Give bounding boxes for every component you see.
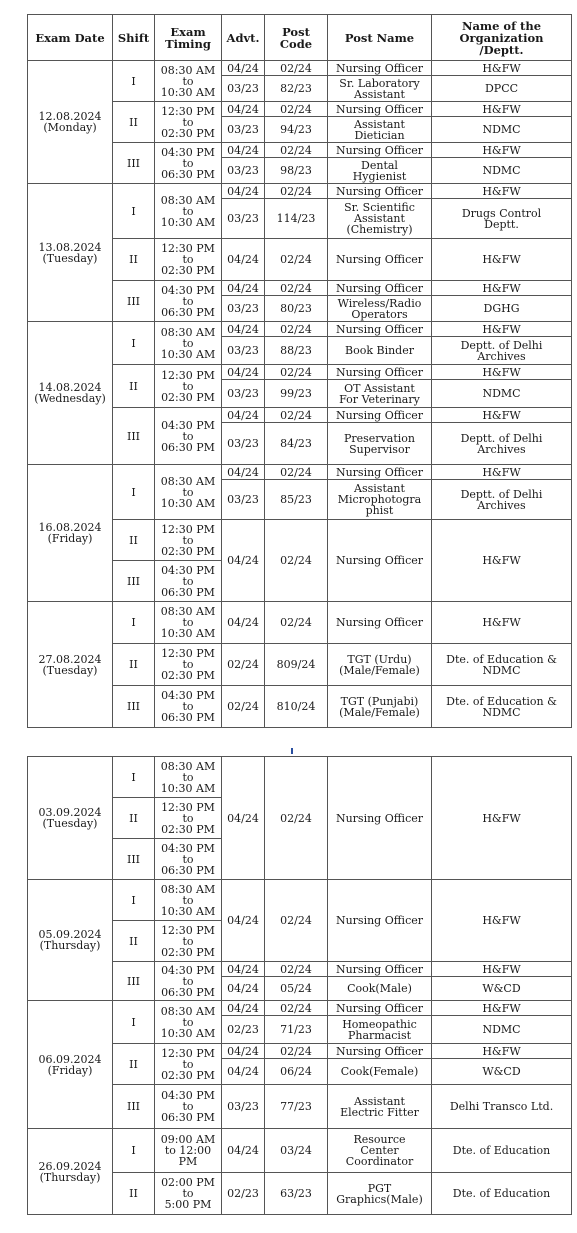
advt-cell: 03/23 xyxy=(222,117,265,143)
post-name-cell: Nursing Officer xyxy=(328,61,432,76)
shift-cell: I xyxy=(113,880,155,921)
post-name-cell: Nursing Officer xyxy=(328,520,432,602)
table-row xyxy=(28,757,572,798)
header-organization: Name of the Organization /Deptt. xyxy=(432,15,572,61)
post-code-cell: 02/24 xyxy=(265,143,328,158)
post-code-cell: 02/24 xyxy=(265,239,328,281)
post-code-cell: 02/24 xyxy=(265,520,328,602)
advt-cell: 04/24 xyxy=(222,239,265,281)
exam-date-cell: 16.08.2024 (Friday) xyxy=(28,465,113,602)
timing-cell: 12:30 PM to 02:30 PM xyxy=(155,644,222,686)
advt-cell: 04/24 xyxy=(222,880,265,962)
post-name-cell: Sr. Laboratory Assistant xyxy=(328,76,432,102)
post-name-cell: Cook(Female) xyxy=(328,1059,432,1085)
advt-cell: 04/24 xyxy=(222,465,265,480)
post-code-cell: 77/23 xyxy=(265,1085,328,1129)
organization-cell: H&FW xyxy=(432,408,572,423)
advt-cell: 04/24 xyxy=(222,1129,265,1173)
post-name-cell: TGT (Punjabi) (Male/Female) xyxy=(328,686,432,728)
organization-cell: H&FW xyxy=(432,465,572,480)
post-code-cell: 98/23 xyxy=(265,158,328,184)
organization-cell: NDMC xyxy=(432,158,572,184)
post-code-cell: 02/24 xyxy=(265,408,328,423)
post-code-cell: 71/23 xyxy=(265,1016,328,1044)
post-code-cell: 82/23 xyxy=(265,76,328,102)
organization-cell: H&FW xyxy=(432,1044,572,1059)
organization-cell: Dte. of Education xyxy=(432,1129,572,1173)
post-code-cell: 810/24 xyxy=(265,686,328,728)
post-code-cell: 809/24 xyxy=(265,644,328,686)
post-name-cell: OT Assistant For Veterinary xyxy=(328,380,432,408)
advt-cell: 04/24 xyxy=(222,408,265,423)
timing-cell: 12:30 PM to 02:30 PM xyxy=(155,798,222,839)
organization-cell: H&FW xyxy=(432,757,572,880)
shift-cell: II xyxy=(113,365,155,408)
post-code-cell: 03/24 xyxy=(265,1129,328,1173)
advt-cell: 04/24 xyxy=(222,962,265,977)
timing-cell: 08:30 AM to 10:30 AM xyxy=(155,1001,222,1044)
table-row xyxy=(28,465,572,480)
exam-date-cell: 12.08.2024 (Monday) xyxy=(28,61,113,184)
post-name-cell: Nursing Officer xyxy=(328,408,432,423)
advt-cell: 03/23 xyxy=(222,337,265,365)
organization-cell: Dte. of Education xyxy=(432,1173,572,1215)
advt-cell: 03/23 xyxy=(222,296,265,322)
shift-cell: III xyxy=(113,408,155,465)
table-row xyxy=(28,1129,572,1173)
shift-cell: III xyxy=(113,561,155,602)
post-code-cell: 02/24 xyxy=(265,880,328,962)
advt-cell: 04/24 xyxy=(222,1044,265,1059)
advt-cell: 03/23 xyxy=(222,158,265,184)
post-code-cell: 02/24 xyxy=(265,102,328,117)
timing-cell: 12:30 PM to 02:30 PM xyxy=(155,1044,222,1085)
timing-cell: 04:30 PM to 06:30 PM xyxy=(155,143,222,184)
advt-cell: 03/23 xyxy=(222,199,265,239)
organization-cell: Dte. of Education & NDMC xyxy=(432,686,572,728)
exam-date-cell: 05.09.2024 (Thursday) xyxy=(28,880,113,1001)
shift-cell: I xyxy=(113,465,155,520)
shift-cell: I xyxy=(113,184,155,239)
post-code-cell: 99/23 xyxy=(265,380,328,408)
organization-cell: W&CD xyxy=(432,1059,572,1085)
shift-cell: I xyxy=(113,61,155,102)
advt-cell: 02/24 xyxy=(222,686,265,728)
post-name-cell: Nursing Officer xyxy=(328,102,432,117)
advt-cell: 04/24 xyxy=(222,757,265,880)
timing-cell: 04:30 PM to 06:30 PM xyxy=(155,686,222,728)
organization-cell: H&FW xyxy=(432,102,572,117)
header-exam-timing: Exam Timing xyxy=(155,15,222,61)
advt-cell: 03/23 xyxy=(222,380,265,408)
advt-cell: 04/24 xyxy=(222,143,265,158)
post-name-cell: Wireless/Radio Operators xyxy=(328,296,432,322)
header-exam-date: Exam Date xyxy=(28,15,113,61)
header-shift: Shift xyxy=(113,15,155,61)
timing-cell: 08:30 AM to 10:30 AM xyxy=(155,880,222,921)
timing-cell: 12:30 PM to 02:30 PM xyxy=(155,365,222,408)
table-row xyxy=(28,602,572,644)
timing-cell: 12:30 PM to 02:30 PM xyxy=(155,520,222,561)
shift-cell: III xyxy=(113,143,155,184)
organization-cell: H&FW xyxy=(432,962,572,977)
exam-schedule-table-part1 xyxy=(27,14,572,728)
timing-cell: 09:00 AM to 12:00 PM xyxy=(155,1129,222,1173)
table-row xyxy=(28,880,572,921)
timing-cell: 04:30 PM to 06:30 PM xyxy=(155,962,222,1001)
timing-cell: 12:30 PM to 02:30 PM xyxy=(155,239,222,281)
shift-cell: II xyxy=(113,1173,155,1215)
post-name-cell: Nursing Officer xyxy=(328,880,432,962)
shift-cell: III xyxy=(113,281,155,322)
timing-cell: 08:30 AM to 10:30 AM xyxy=(155,184,222,239)
shift-cell: I xyxy=(113,1129,155,1173)
shift-cell: III xyxy=(113,839,155,880)
advt-cell: 04/24 xyxy=(222,1001,265,1016)
advt-cell: 04/24 xyxy=(222,602,265,644)
exam-date-cell: 06.09.2024 (Friday) xyxy=(28,1001,113,1129)
organization-cell: DGHG xyxy=(432,296,572,322)
exam-date-cell: 27.08.2024 (Tuesday) xyxy=(28,602,113,728)
post-name-cell: Nursing Officer xyxy=(328,962,432,977)
post-code-cell: 02/24 xyxy=(265,322,328,337)
post-name-cell: Sr. Scientific Assistant (Chemistry) xyxy=(328,199,432,239)
shift-cell: III xyxy=(113,962,155,1001)
table-row xyxy=(28,322,572,337)
post-code-cell: 02/24 xyxy=(265,757,328,880)
organization-cell: Delhi Transco Ltd. xyxy=(432,1085,572,1129)
organization-cell: H&FW xyxy=(432,322,572,337)
shift-cell: I xyxy=(113,1001,155,1044)
post-name-cell: Dental Hygienist xyxy=(328,158,432,184)
post-code-cell: 02/24 xyxy=(265,962,328,977)
advt-cell: 04/24 xyxy=(222,102,265,117)
advt-cell: 04/24 xyxy=(222,281,265,296)
post-name-cell: Homeopathic Pharmacist xyxy=(328,1016,432,1044)
shift-cell: II xyxy=(113,798,155,839)
shift-cell: I xyxy=(113,757,155,798)
post-code-cell: 06/24 xyxy=(265,1059,328,1085)
organization-cell: H&FW xyxy=(432,602,572,644)
exam-date-cell: 26.09.2024 (Thursday) xyxy=(28,1129,113,1215)
timing-cell: 08:30 AM to 10:30 AM xyxy=(155,322,222,365)
post-code-cell: 85/23 xyxy=(265,480,328,520)
post-name-cell: TGT (Urdu) (Male/Female) xyxy=(328,644,432,686)
post-name-cell: Nursing Officer xyxy=(328,143,432,158)
table-row xyxy=(28,61,572,76)
header-advt: Advt. xyxy=(222,15,265,61)
shift-cell: II xyxy=(113,520,155,561)
organization-cell: H&FW xyxy=(432,880,572,962)
organization-cell: H&FW xyxy=(432,184,572,199)
timing-cell: 04:30 PM to 06:30 PM xyxy=(155,561,222,602)
post-name-cell: Book Binder xyxy=(328,337,432,365)
exam-date-cell: 14.08.2024 (Wednesday) xyxy=(28,322,113,465)
organization-cell: Deptt. of Delhi Archives xyxy=(432,480,572,520)
timing-cell: 08:30 AM to 10:30 AM xyxy=(155,757,222,798)
shift-cell: III xyxy=(113,1085,155,1129)
organization-cell: H&FW xyxy=(432,1001,572,1016)
organization-cell: Dte. of Education & NDMC xyxy=(432,644,572,686)
advt-cell: 04/24 xyxy=(222,61,265,76)
post-code-cell: 02/24 xyxy=(265,465,328,480)
organization-cell: NDMC xyxy=(432,380,572,408)
page-break-mark xyxy=(291,748,293,754)
shift-cell: III xyxy=(113,686,155,728)
timing-cell: 08:30 AM to 10:30 AM xyxy=(155,465,222,520)
post-code-cell: 02/24 xyxy=(265,1001,328,1016)
shift-cell: II xyxy=(113,644,155,686)
exam-date-cell: 03.09.2024 (Tuesday) xyxy=(28,757,113,880)
exam-date-cell: 13.08.2024 (Tuesday) xyxy=(28,184,113,322)
timing-cell: 08:30 AM to 10:30 AM xyxy=(155,602,222,644)
timing-cell: 12:30 PM to 02:30 PM xyxy=(155,921,222,962)
shift-cell: I xyxy=(113,602,155,644)
timing-cell: 12:30 PM to 02:30 PM xyxy=(155,102,222,143)
organization-cell: NDMC xyxy=(432,117,572,143)
advt-cell: 03/23 xyxy=(222,1085,265,1129)
post-code-cell: 02/24 xyxy=(265,602,328,644)
timing-cell: 02:00 PM to 5:00 PM xyxy=(155,1173,222,1215)
advt-cell: 04/24 xyxy=(222,520,265,602)
organization-cell: H&FW xyxy=(432,520,572,602)
advt-cell: 02/23 xyxy=(222,1016,265,1044)
advt-cell: 03/23 xyxy=(222,76,265,102)
advt-cell: 03/23 xyxy=(222,423,265,465)
advt-cell: 04/24 xyxy=(222,1059,265,1085)
table-row xyxy=(28,184,572,199)
post-name-cell: Nursing Officer xyxy=(328,1044,432,1059)
organization-cell: H&FW xyxy=(432,365,572,380)
post-name-cell: Nursing Officer xyxy=(328,322,432,337)
post-name-cell: Cook(Male) xyxy=(328,977,432,1001)
timing-cell: 04:30 PM to 06:30 PM xyxy=(155,1085,222,1129)
organization-cell: Deptt. of Delhi Archives xyxy=(432,423,572,465)
organization-cell: H&FW xyxy=(432,61,572,76)
post-name-cell: PGT Graphics(Male) xyxy=(328,1173,432,1215)
organization-cell: Deptt. of Delhi Archives xyxy=(432,337,572,365)
post-name-cell: Nursing Officer xyxy=(328,602,432,644)
post-code-cell: 02/24 xyxy=(265,1044,328,1059)
shift-cell: II xyxy=(113,239,155,281)
post-name-cell: Nursing Officer xyxy=(328,365,432,380)
organization-cell: Drugs Control Deptt. xyxy=(432,199,572,239)
post-code-cell: 05/24 xyxy=(265,977,328,1001)
post-code-cell: 02/24 xyxy=(265,61,328,76)
post-code-cell: 88/23 xyxy=(265,337,328,365)
timing-cell: 04:30 PM to 06:30 PM xyxy=(155,839,222,880)
post-name-cell: Resource Center Coordinator xyxy=(328,1129,432,1173)
organization-cell: W&CD xyxy=(432,977,572,1001)
post-code-cell: 63/23 xyxy=(265,1173,328,1215)
shift-cell: I xyxy=(113,322,155,365)
timing-cell: 04:30 PM to 06:30 PM xyxy=(155,408,222,465)
post-name-cell: Nursing Officer xyxy=(328,281,432,296)
post-name-cell: Assistant Microphotogra phist xyxy=(328,480,432,520)
organization-cell: DPCC xyxy=(432,76,572,102)
header-post-code: Post Code xyxy=(265,15,328,61)
exam-schedule-table-part2 xyxy=(27,756,572,1215)
advt-cell: 04/24 xyxy=(222,977,265,1001)
post-code-cell: 02/24 xyxy=(265,184,328,199)
organization-cell: H&FW xyxy=(432,143,572,158)
post-name-cell: Nursing Officer xyxy=(328,239,432,281)
post-code-cell: 94/23 xyxy=(265,117,328,143)
post-code-cell: 114/23 xyxy=(265,199,328,239)
post-name-cell: Assistant Electric Fitter xyxy=(328,1085,432,1129)
organization-cell: H&FW xyxy=(432,281,572,296)
post-code-cell: 02/24 xyxy=(265,365,328,380)
advt-cell: 02/24 xyxy=(222,644,265,686)
post-name-cell: Nursing Officer xyxy=(328,1001,432,1016)
organization-cell: NDMC xyxy=(432,1016,572,1044)
timing-cell: 04:30 PM to 06:30 PM xyxy=(155,281,222,322)
table-header-row xyxy=(28,15,572,61)
advt-cell: 02/23 xyxy=(222,1173,265,1215)
post-name-cell: Assistant Dietician xyxy=(328,117,432,143)
organization-cell: H&FW xyxy=(432,239,572,281)
post-name-cell: Nursing Officer xyxy=(328,757,432,880)
post-name-cell: Preservation Supervisor xyxy=(328,423,432,465)
advt-cell: 04/24 xyxy=(222,365,265,380)
shift-cell: II xyxy=(113,921,155,962)
timing-cell: 08:30 AM to 10:30 AM xyxy=(155,61,222,102)
post-code-cell: 84/23 xyxy=(265,423,328,465)
shift-cell: II xyxy=(113,1044,155,1085)
header-post-name: Post Name xyxy=(328,15,432,61)
advt-cell: 04/24 xyxy=(222,322,265,337)
table-row xyxy=(28,1001,572,1016)
shift-cell: II xyxy=(113,102,155,143)
advt-cell: 03/23 xyxy=(222,480,265,520)
advt-cell: 04/24 xyxy=(222,184,265,199)
post-code-cell: 02/24 xyxy=(265,281,328,296)
post-name-cell: Nursing Officer xyxy=(328,465,432,480)
post-name-cell: Nursing Officer xyxy=(328,184,432,199)
post-code-cell: 80/23 xyxy=(265,296,328,322)
